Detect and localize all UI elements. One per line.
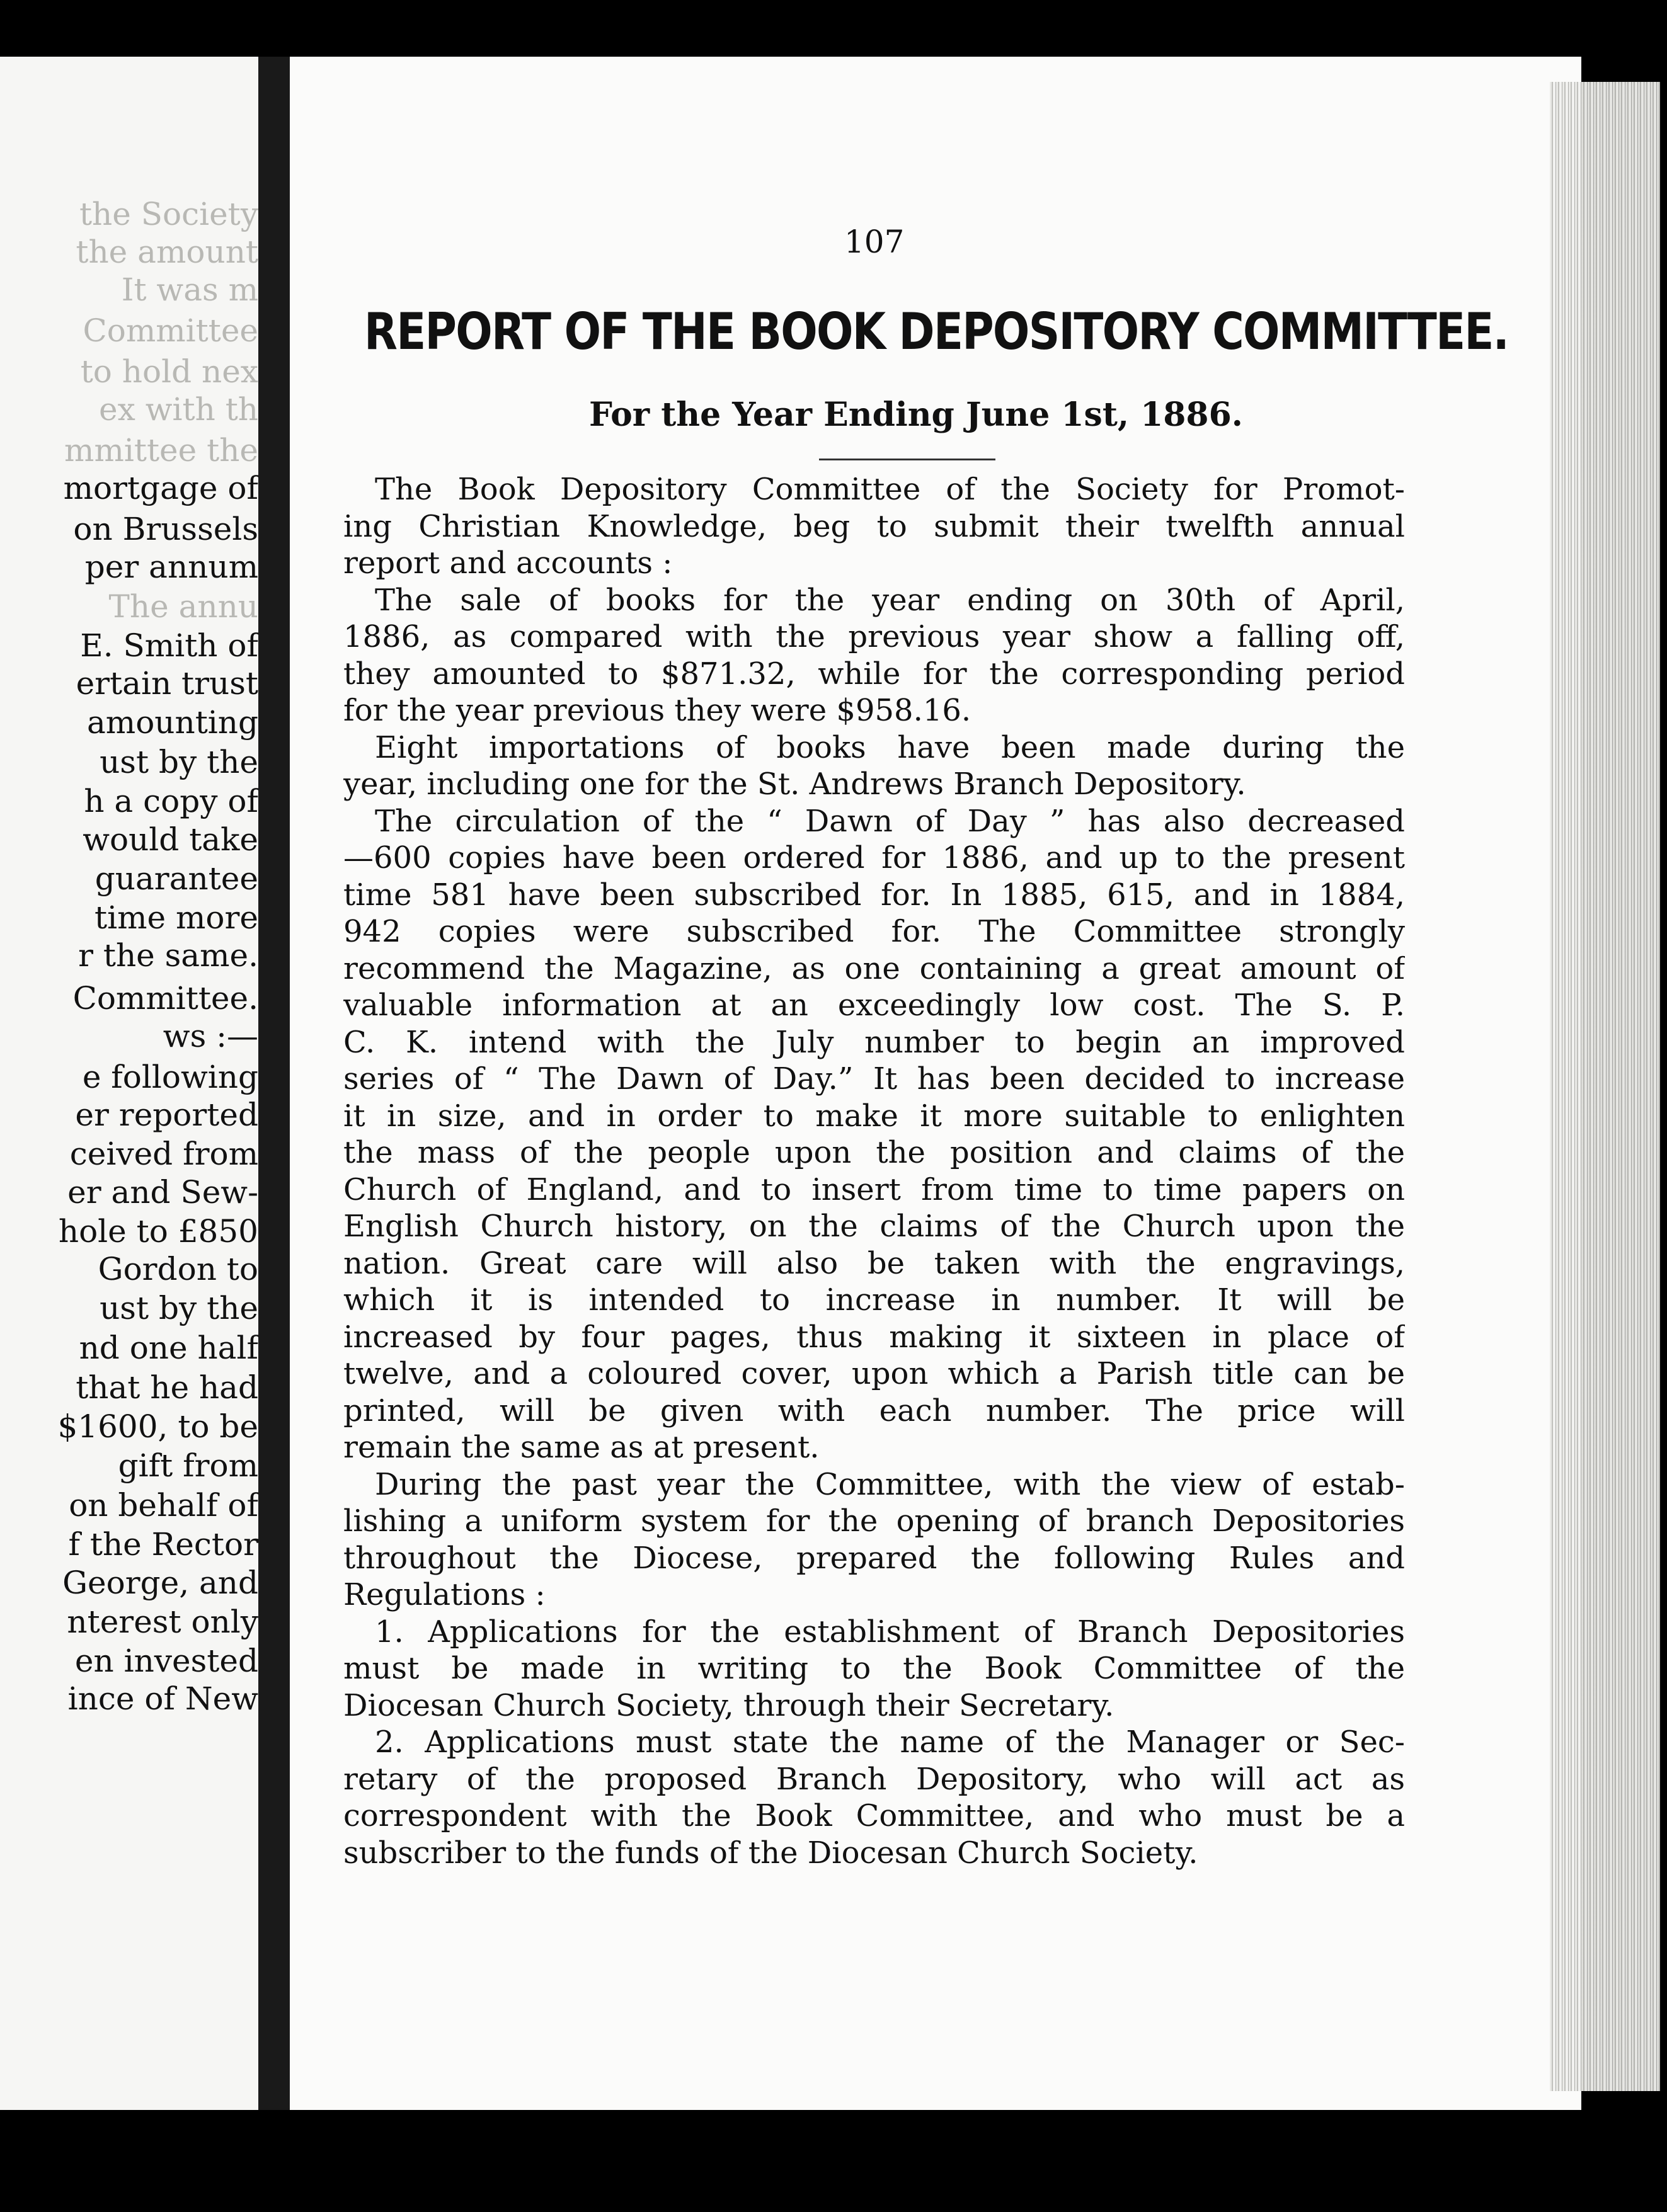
text-line: report and accounts : [343,545,673,581]
facing-page-line: Gordon to [98,1251,258,1287]
facing-page-line: to hold nex [80,353,258,390]
report-body [343,471,1405,1871]
facing-page-line: the Society [79,196,258,232]
text-line: During the past year the Committee, with the view of estab- [375,1466,1405,1502]
text-line: —600 copies have been ordered for 1886, and up to the present [343,840,1405,875]
facing-page-line: E. Smith of [80,627,258,664]
text-line: English Church history, on the claims of the Church upon the [343,1209,1405,1244]
facing-page-line: ust by the [100,1290,258,1326]
facing-page-line: amounting [86,704,258,741]
facing-page-line: gift from [118,1447,258,1484]
facing-page-line: ceived from [69,1136,258,1172]
facing-page-line: Committee [83,312,258,349]
text-line: correspondent with the Book Committee, and who must be a [343,1798,1405,1833]
facing-page-line: on Brussels [73,511,258,547]
text-line: The sale of books for the year ending on 30th of April, [375,582,1405,618]
text-line: increased by four pages, thus making it sixteen in place of [343,1319,1405,1355]
text-line: retary of the proposed Branch Depository, who will act as [343,1761,1405,1797]
facing-page [0,57,258,2110]
facing-page-line: r the same. [78,937,258,974]
text-line: time 581 have been subscribed for. In 1885, 615, and in 1884, [343,877,1405,913]
text-line: must be made in writing to the Book Committee of the [343,1651,1405,1686]
text-line: Eight importations of books have been made during the [375,729,1405,765]
text-line: Regulations : [343,1577,546,1612]
title-rule [819,459,995,460]
text-line: year, including one for the St. Andrews Branch Depository. [343,767,1246,802]
facing-page-line: f the Rector [68,1526,258,1563]
text-line: valuable information at an exceedingly low cost. The S. P. [343,988,1405,1023]
text-line: Church of England, and to insert from time to time papers on [343,1172,1405,1207]
text-line: lishing a uniform system for the opening of branch Depositories [343,1503,1405,1539]
facing-page-line: time more [95,899,258,936]
facing-page-line: mortgage of [63,470,258,506]
facing-page-line: nterest only [67,1604,258,1640]
facing-page-line: George, and [62,1565,258,1601]
facing-page-line: mmittee the [64,432,258,469]
text-line: it in size, and in order to make it more suitable to enlighten [343,1098,1405,1134]
text-line: Diocesan Church Society, through their Secretary. [343,1687,1114,1723]
facing-page-line: guarantee [95,860,258,897]
text-line: remain the same as at present. [343,1430,820,1465]
facing-page-line: per annum [84,549,258,585]
facing-page-line: that he had [76,1369,258,1406]
text-line: recommend the Magazine, as one containing a great amount of [343,950,1405,986]
report-title: REPORT OF THE BOOK DEPOSITORY COMMITTEE. [364,302,1509,361]
text-line: The circulation of the “ Dawn of Day ” has also decreased [375,803,1405,839]
facing-page-line: h a copy of [84,783,258,819]
facing-page-line: er reported [75,1097,258,1133]
page-edges [1550,82,1660,2091]
facing-page-line: Committee. [72,980,258,1017]
facing-page-line: would take [83,821,258,858]
text-line: printed, will be given with each number. The price will [343,1393,1405,1428]
facing-page-line: en invested [74,1643,258,1679]
text-line: they amounted to $871.32, while for the corresponding period [343,656,1405,692]
text-line: series of “ The Dawn of Day.” It has been decided to increase [343,1061,1405,1097]
facing-page-line: e following [82,1059,258,1095]
facing-page-line: ust by the [100,744,258,780]
text-line: C. K. intend with the July number to begin an improved [343,1024,1405,1060]
facing-page-line: The annu [108,588,258,625]
text-line: throughout the Diocese, prepared the following Rules and [343,1540,1405,1576]
text-line: ing Christian Knowledge, beg to submit their twelfth annual [343,508,1405,544]
text-line: twelve, and a coloured cover, upon which a Parish title can be [343,1356,1405,1391]
page-number: 107 [844,224,905,260]
text-line: nation. Great care will also be taken with the engravings, [343,1245,1405,1281]
facing-page-line: $1600, to be [57,1408,258,1445]
text-line: 1. Applications for the establishment of Branch Depositories [375,1614,1405,1650]
facing-page-line: er and Sew- [67,1174,258,1211]
report-subtitle: For the Year Ending June 1st, 1886. [589,396,1243,434]
text-line: 942 copies were subscribed for. The Committee strongly [343,914,1405,949]
facing-page-line: the amount [76,234,258,270]
facing-page-line: ince of New [67,1680,258,1717]
facing-page-line: ertain trust [76,665,258,702]
facing-page-line: nd one half [79,1330,258,1366]
facing-page-line: on behalf of [69,1487,258,1524]
facing-page-line: It was m [121,271,258,308]
facing-page-line: ex with th [99,391,258,428]
text-line: for the year previous they were $958.16. [343,693,971,728]
text-line: The Book Depository Committee of the Society for Promot- [375,472,1405,507]
facing-page-line: ws :— [163,1018,258,1054]
text-line: subscriber to the funds of the Diocesan Church Society. [343,1835,1198,1871]
text-line: 1886, as compared with the previous year show a falling off, [343,619,1405,654]
text-line: which it is intended to increase in number. It will be [343,1282,1405,1318]
text-line: the mass of the people upon the position and claims of the [343,1135,1405,1170]
facing-page-line: hole to £850 [58,1213,258,1250]
text-line: 2. Applications must state the name of the Manager or Sec- [375,1725,1405,1760]
